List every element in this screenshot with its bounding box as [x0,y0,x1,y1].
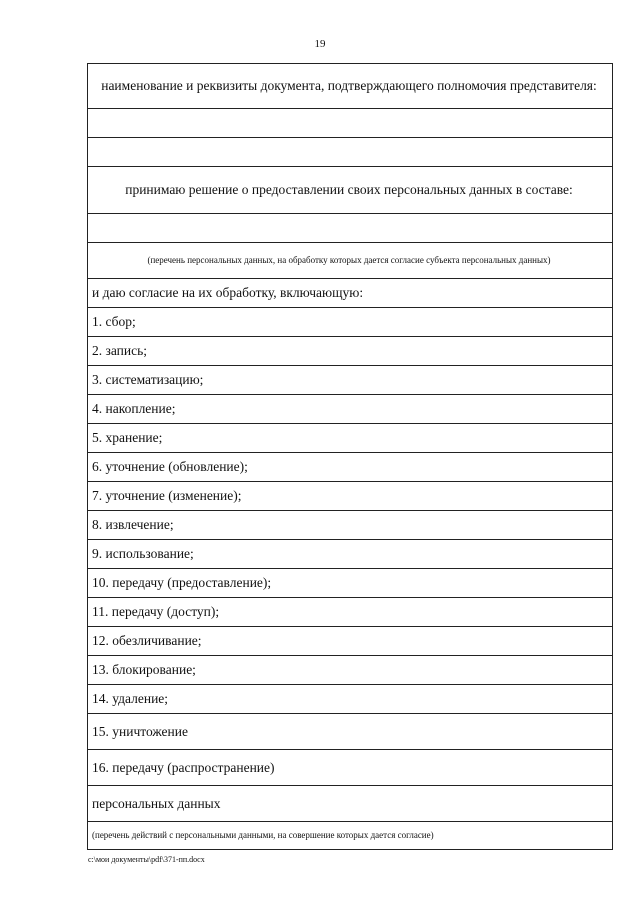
table-row [88,366,613,395]
table-row [88,714,613,750]
action-item: 6. уточнение (обновление); [88,453,613,482]
consent-intro: и даю согласие на их обработку, включающую: [88,279,613,308]
action-item: 13. блокирование; [88,656,613,685]
action-item: 14. удаление; [88,685,613,714]
table-row [88,337,613,366]
page-number: 19 [314,38,326,50]
action-item: 4. накопление; [88,395,613,424]
table-row [88,424,613,453]
action-item: 16. передачу (распространение) [88,750,613,786]
table-row [88,243,613,279]
table-row [88,750,613,786]
table-row [88,685,613,714]
action-item: 15. уничтожение [88,714,613,750]
table-row [88,786,613,822]
action-item: 8. извлечение; [88,511,613,540]
representative-document-header: наименование и реквизиты документа, подтверждающего полномочия представителя: [88,64,613,109]
table-row [88,656,613,685]
table-row [88,822,613,850]
representative-document-field-1[interactable] [88,109,613,138]
action-item: 12. обезличивание; [88,627,613,656]
action-item: 11. передачу (доступ); [88,598,613,627]
table-row [88,64,613,109]
personal-data-list-hint: (перечень персональных данных, на обработку которых дается согласие субъекта персональных данных) [88,243,613,279]
consent-form-table [87,63,613,850]
table-row [88,511,613,540]
table-row [88,569,613,598]
action-item: 10. передачу (предоставление); [88,569,613,598]
table-row [88,598,613,627]
personal-data-label: персональных данных [88,786,613,822]
table-row [88,627,613,656]
decision-statement: принимаю решение о предоставлении своих персональных данных в составе: [88,167,613,214]
table-row [88,167,613,214]
table-row [88,279,613,308]
action-item: 2. запись; [88,337,613,366]
personal-data-list-field[interactable] [88,214,613,243]
action-item: 1. сбор; [88,308,613,337]
action-item: 5. хранение; [88,424,613,453]
table-row [88,540,613,569]
action-item: 9. использование; [88,540,613,569]
table-row [88,214,613,243]
action-item: 3. систематизацию; [88,366,613,395]
actions-list-hint: (перечень действий с персональными данными, на совершение которых дается согласие) [88,822,613,850]
table-row [88,482,613,511]
table-row [88,308,613,337]
table-row [88,109,613,138]
table-row [88,138,613,167]
table-row [88,395,613,424]
action-item: 7. уточнение (изменение); [88,482,613,511]
table-row [88,453,613,482]
file-path-footer: c:\мои документы\pdf\371-пп.docx [88,855,205,864]
representative-document-field-2[interactable] [88,138,613,167]
